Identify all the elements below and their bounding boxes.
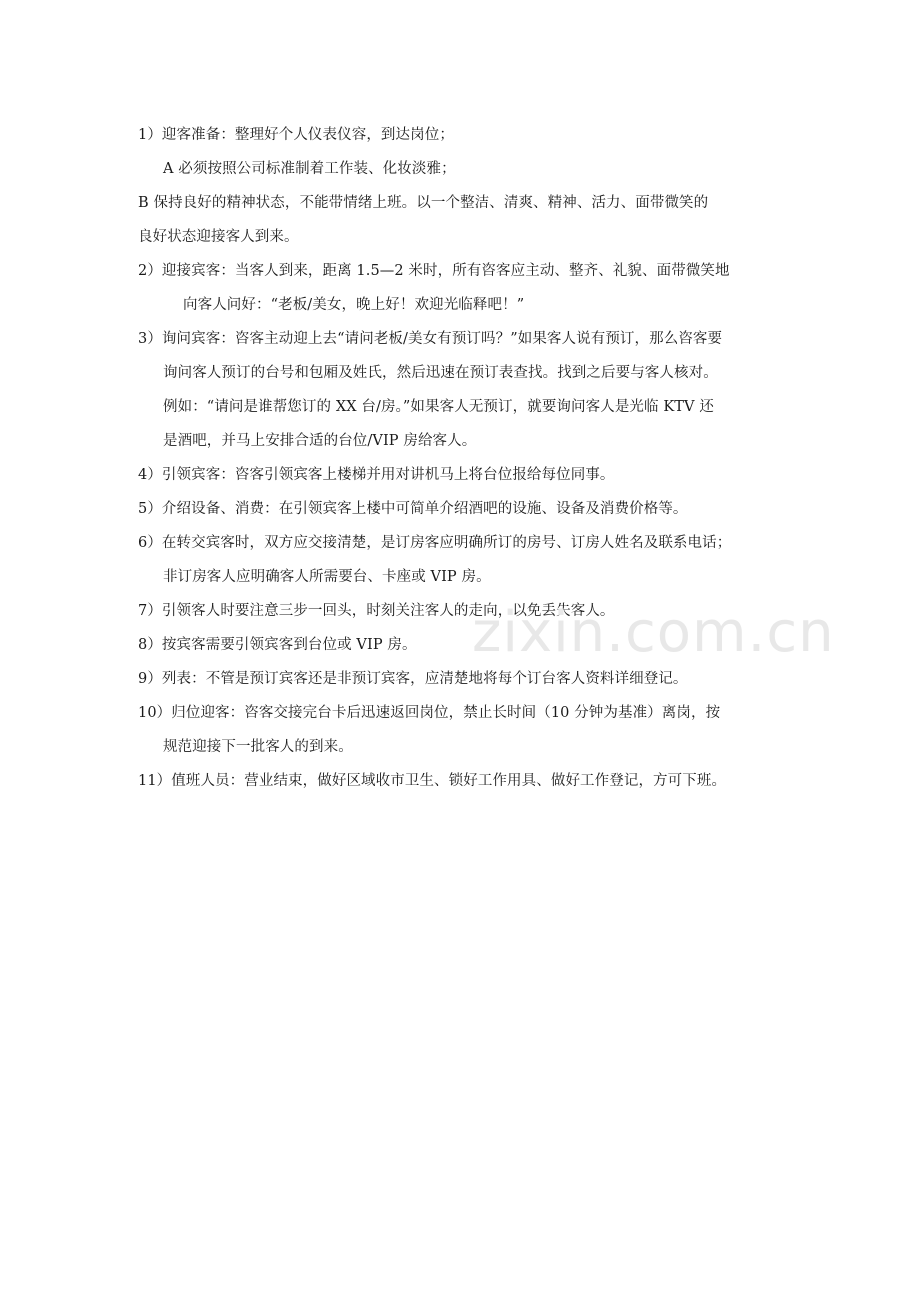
step-3-paragraph	[138, 322, 788, 458]
text-line: 1）迎客准备：整理好个人仪表仪容，到达岗位；	[138, 127, 454, 143]
step-5-paragraph	[138, 492, 788, 526]
text-line: 向客人问好：“老板/美女，晚上好！欢迎光临释吧！”	[183, 297, 525, 313]
text-line: 10）归位迎客：咨客交接完台卡后迅速返回岗位，禁止长时间（10 分钟为基准）离岗，按	[138, 705, 721, 721]
text-line: A 必须按照公司标准制着工作装、化妆淡雅；	[163, 161, 456, 177]
text-line: 4）引领宾客：咨客引领宾客上楼梯并用对讲机马上将台位报给每位同事。	[138, 467, 615, 483]
text-line: 规范迎接下一批客人的到来。	[163, 739, 353, 755]
requirement-b-paragraph	[138, 186, 788, 254]
text-line: 询问客人预订的台号和包厢及姓氏，然后迅速在预订表查找。找到之后要与客人核对。	[163, 365, 718, 381]
text-line: 9）列表：不管是预订宾客还是非预订宾客，应清楚地将每个订台客人资料详细登记。	[138, 671, 688, 687]
text-line: 5）介绍设备、消费：在引领宾客上楼中可简单介绍酒吧的设施、设备及消费价格等。	[138, 501, 688, 517]
text-line: 非订房客人应明确客人所需要台、卡座或 VIP 房。	[163, 569, 491, 585]
step-8-paragraph	[138, 628, 788, 662]
step-4-paragraph	[138, 458, 788, 492]
requirement-a-paragraph	[138, 152, 788, 186]
text-line: 3）询问宾客：咨客主动迎上去“请问老板/美女有预订吗？”如果客人说有预订，那么咨客要	[138, 331, 723, 347]
text-line: B 保持良好的精神状态，不能带情绪上班。以一个整洁、清爽、精神、活力、面带微笑的	[138, 195, 709, 211]
step-1-paragraph	[138, 118, 788, 152]
text-line: 例如：“请问是谁帮您订的 XX 台/房。”如果客人无预订，就要询问客人是光临 KTV 还	[163, 399, 714, 415]
text-line: 良好状态迎接客人到来。	[138, 229, 299, 245]
step-6-paragraph	[138, 526, 788, 594]
text-line: 7）引领客人时要注意三步一回头，时刻关注客人的走向，以免丢失客人。	[138, 603, 615, 619]
step-9-paragraph	[138, 662, 788, 696]
watermark: zixin.com.cn	[472, 600, 835, 665]
step-11-paragraph	[138, 764, 788, 798]
step-10-paragraph	[138, 696, 788, 764]
text-line: 11）值班人员：营业结束，做好区域收市卫生、锁好工作用具、做好工作登记，方可下班。	[138, 773, 727, 789]
text-line: 2）迎接宾客：当客人到来，距离 1.5—2 米时，所有咨客应主动、整齐、礼貌、面带微笑地	[138, 263, 730, 279]
document-body	[138, 118, 788, 798]
text-line: 8）按宾客需要引领宾客到台位或 VIP 房。	[138, 637, 417, 653]
text-line: 是酒吧，并马上安排合适的台位/VIP 房给客人。	[163, 433, 477, 449]
step-7-paragraph	[138, 594, 788, 628]
text-line: 6）在转交宾客时，双方应交接清楚，是订房客应明确所订的房号、订房人姓名及联系电话；	[138, 535, 732, 551]
step-2-paragraph	[138, 254, 788, 322]
